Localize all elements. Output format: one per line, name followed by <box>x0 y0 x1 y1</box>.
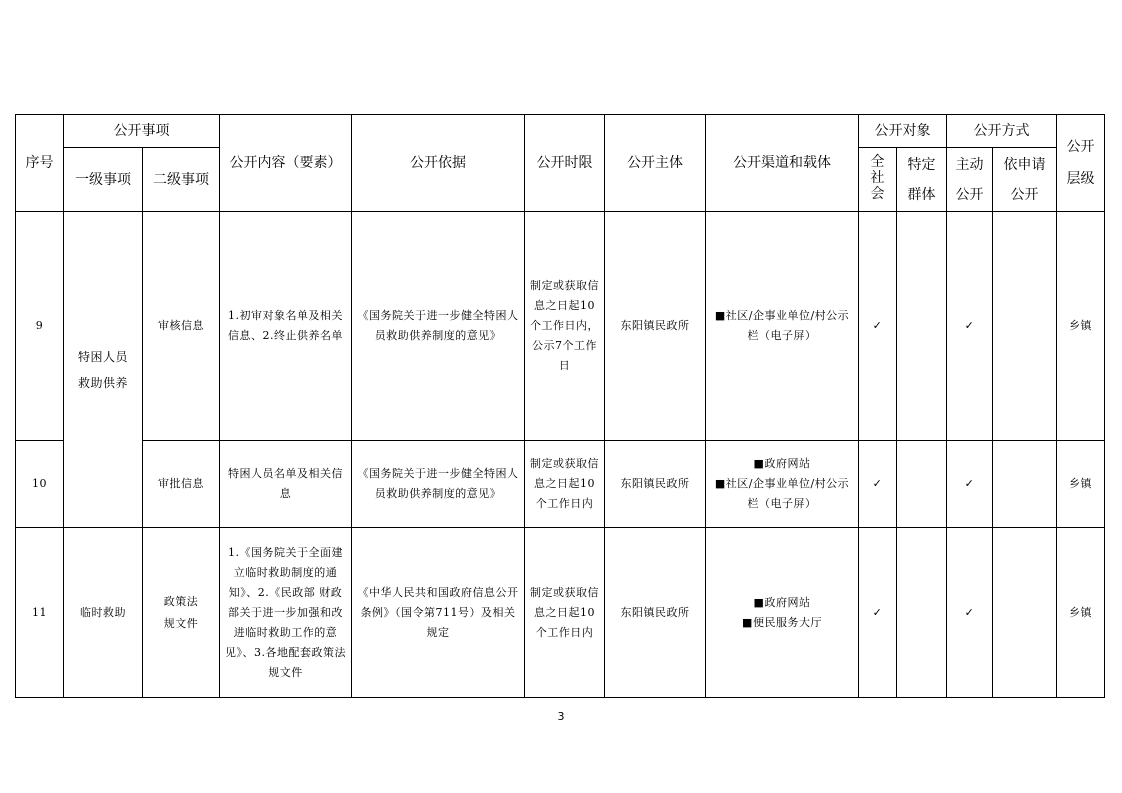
header-level2: 二级事项 <box>143 148 220 212</box>
channel-item: ■便民服务大厅 <box>742 615 822 629</box>
row-channel <box>706 441 859 528</box>
row-basis: 《国务院关于进一步健全特困人员救助供养制度的意见》 <box>352 441 525 528</box>
row-audience-specific <box>897 528 947 698</box>
row-method-request <box>993 212 1057 441</box>
header-audience-specific-text: 特定群体 <box>907 156 936 203</box>
row-method-active-check: ✓ <box>947 441 993 528</box>
channel-item: ■政府网站 <box>753 457 811 470</box>
header-method-active <box>947 148 993 212</box>
channel-item: ■社区/企事业单位/村公示栏（电子屏） <box>714 309 850 342</box>
header-audience-all <box>859 148 897 212</box>
row-seq: 11 <box>16 528 64 698</box>
header-level-text: 公开层级 <box>1066 139 1095 187</box>
row-basis: 《中华人民共和国政府信息公开条例》（国令第711号）及相关规定 <box>352 528 525 698</box>
table-row <box>16 212 1105 441</box>
row-content: 1.《国务院关于全面建立临时救助制度的通知》、2.《民政部 财政部关于进一步加强和改进临时救助工作的意见》、3.各地配套政策法规文件 <box>220 528 352 698</box>
channel-item: ■政府网站 <box>753 595 811 609</box>
table-row <box>16 528 1105 698</box>
header-subject: 公开主体 <box>605 115 706 212</box>
row-audience-all-check: ✓ <box>859 528 897 698</box>
row-level2: 审批信息 <box>143 441 220 528</box>
row-method-active-check: ✓ <box>947 528 993 698</box>
row-seq: 9 <box>16 212 64 441</box>
header-time-limit: 公开时限 <box>525 115 605 212</box>
header-content: 公开内容（要素） <box>220 115 352 212</box>
row-subject: 东阳镇民政所 <box>605 212 706 441</box>
row-time-limit: 制定或获取信息之日起10个工作日内 <box>525 528 605 698</box>
row-level1 <box>64 212 143 528</box>
header-items-group: 公开事项 <box>64 115 220 148</box>
header-level1: 一级事项 <box>64 148 143 212</box>
row-channel <box>706 528 859 698</box>
row-audience-specific <box>897 441 947 528</box>
row-level2: 审核信息 <box>143 212 220 441</box>
row-level1: 临时救助 <box>64 528 143 698</box>
row-basis: 《国务院关于进一步健全特困人员救助供养制度的意见》 <box>352 212 525 441</box>
row-level: 乡镇 <box>1057 528 1105 698</box>
row-audience-all-check: ✓ <box>859 441 897 528</box>
header-method-active-text: 主动公开 <box>955 156 984 203</box>
row-level: 乡镇 <box>1057 441 1105 528</box>
header-audience-all-text: 全社会 <box>870 154 885 202</box>
row-level2 <box>143 528 220 698</box>
channel-item: ■社区/企事业单位/村公示栏（电子屏） <box>714 477 850 510</box>
row-channel <box>706 212 859 441</box>
header-audience-specific <box>897 148 947 212</box>
header-method-group: 公开方式 <box>947 115 1057 148</box>
row-time-limit: 制定或获取信息之日起10个工作日内 <box>525 441 605 528</box>
header-method-request-text: 依申请公开 <box>1003 156 1046 203</box>
row-level2-text: 政策法规文件 <box>163 594 199 630</box>
row-level: 乡镇 <box>1057 212 1105 441</box>
header-level <box>1057 115 1105 212</box>
header-seq: 序号 <box>16 115 64 212</box>
row-method-active-check: ✓ <box>947 212 993 441</box>
row-audience-all-check: ✓ <box>859 212 897 441</box>
row-subject: 东阳镇民政所 <box>605 528 706 698</box>
row-content: 特困人员名单及相关信息 <box>220 441 352 528</box>
row-time-limit: 制定或获取信息之日起10个工作日内，公示7个工作日 <box>525 212 605 441</box>
page-number: 3 <box>557 710 565 723</box>
row-subject: 东阳镇民政所 <box>605 441 706 528</box>
row-method-request <box>993 441 1057 528</box>
disclosure-table <box>15 114 1105 698</box>
row-content: 1.初审对象名单及相关信息、2.终止供养名单 <box>220 212 352 441</box>
table-row <box>16 441 1105 528</box>
header-channel: 公开渠道和载体 <box>706 115 859 212</box>
row-seq: 10 <box>16 441 64 528</box>
header-basis: 公开依据 <box>352 115 525 212</box>
row-method-request <box>993 528 1057 698</box>
row-audience-specific <box>897 212 947 441</box>
header-method-request <box>993 148 1057 212</box>
header-audience-group: 公开对象 <box>859 115 947 148</box>
row-level1-text: 特困人员救助供养 <box>77 349 128 390</box>
